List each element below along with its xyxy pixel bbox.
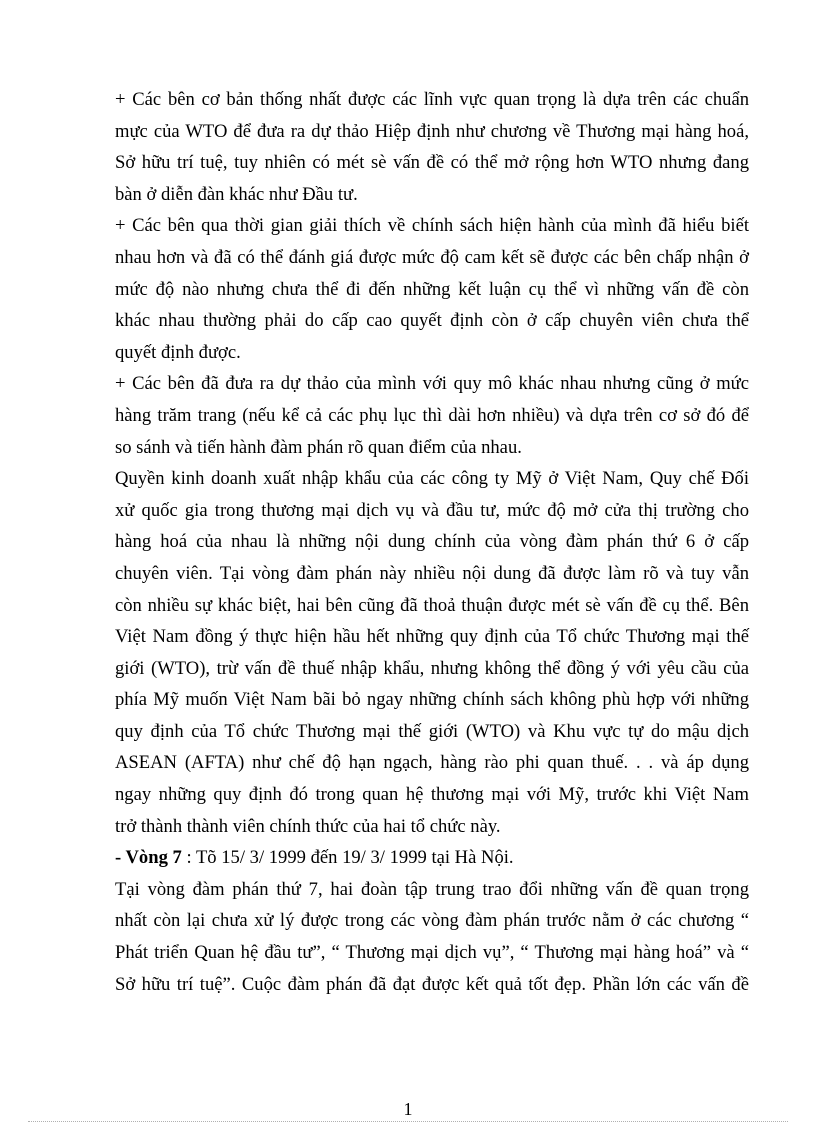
paragraph-policy-explanation — [115, 210, 749, 368]
text-line: + Các bên đã đưa ra dự thảo của mình với quy mô khác nhau nhưng cũng ở mức — [115, 373, 749, 395]
text-line: chuyên viên. Tại vòng đàm phán này nhiều nội dung đã được làm rõ và tuy vẫn — [115, 562, 749, 584]
page-number: 1 — [403, 1099, 413, 1119]
round7-dates: : Tõ 15/ 3/ 1999 đến 19/ 3/ 1999 tại Hà Nội. — [181, 847, 514, 869]
round7-heading — [115, 842, 749, 874]
paragraph-agreement-standards — [115, 84, 749, 210]
text-line: Sở hữu trí tuệ”. Cuộc đàm phán đã đạt được kết quả tốt đẹp. Phần lớn các vấn đề — [115, 973, 749, 995]
text-line: nhau hơn và đã có thể đánh giá được mức độ cam kết sẽ được các bên chấp nhận ở — [115, 246, 749, 268]
paragraph-round6-content — [115, 463, 749, 842]
document-body — [115, 84, 749, 1000]
text-line: trở thành thành viên chính thức của hai tổ chức này. — [115, 815, 501, 837]
text-line: Việt Nam đồng ý thực hiện hầu hết những quy định của Tổ chức Thương mại thế — [115, 626, 749, 648]
text-line: phía Mỹ muốn Việt Nam bãi bỏ ngay những chính sách không phù hợp với những — [115, 689, 749, 711]
text-line: mức độ nào nhưng chưa thể đi đến những kết luận cụ thể vì những vấn đề còn — [115, 278, 749, 300]
text-line: Tại vòng đàm phán thứ 7, hai đoàn tập trung trao đổi những vấn đề quan trọng — [115, 878, 749, 900]
text-line: Sở hữu trí tuệ, tuy nhiên có mét sè vấn đề có thể mở rộng hơn WTO nhưng đang — [115, 152, 749, 174]
text-line: Quyền kinh doanh xuất nhập khẩu của các công ty Mỹ ở Việt Nam, Quy chế Đối — [115, 468, 749, 490]
text-line: quy định của Tổ chức Thương mại thế giới (WTO) và Khu vực tự do mậu dịch — [115, 720, 749, 742]
text-line: giới (WTO), trừ vấn đề thuế nhập khẩu, nhưng không thể đồng ý với yêu cầu của — [115, 657, 749, 679]
paragraph-round7-content — [115, 874, 749, 1000]
text-line: khác nhau thường phải do cấp cao quyết định còn ở cấp chuyên viên chưa thể — [115, 310, 749, 332]
text-line: so sánh và tiến hành đàm phán rõ quan điểm của nhau. — [115, 436, 522, 458]
text-line: Phát triển Quan hệ đầu tư”, “ Thương mại dịch vụ”, “ Thương mại hàng hoá” và “ — [115, 942, 749, 964]
text-line: bàn ở diễn đàn khác như Đầu tư. — [115, 183, 358, 205]
text-line: hàng hoá của nhau là những nội dung chính của vòng đàm phán thứ 6 ở cấp — [115, 531, 749, 553]
text-line: còn nhiều sự khác biệt, hai bên cũng đã thoả thuận được mét sè vấn đề cụ thể. Bên — [115, 594, 749, 616]
text-line: + Các bên cơ bản thống nhất được các lĩnh vực quan trọng là dựa trên các chuẩn — [115, 89, 749, 110]
text-line: ngay những quy định đó trong quan hệ thương mại với Mỹ, trước khi Việt Nam — [115, 784, 749, 806]
text-line: hàng trăm trang (nếu kể cả các phụ lục thì dài hơn nhiều) và dựa trên cơ sở đó để — [115, 404, 749, 426]
paragraph-draft-proposals — [115, 368, 749, 463]
text-line: ASEAN (AFTA) như chế độ hạn ngạch, hàng rào phi quan thuế. . . và áp dụng — [115, 752, 749, 774]
text-line: quyết định được. — [115, 341, 241, 363]
footer-divider — [28, 1121, 788, 1122]
text-line: nhất còn lại chưa xử lý được trong các vòng đàm phán trước nằm ở các chương “ — [115, 910, 749, 932]
text-line: + Các bên qua thời gian giải thích về chính sách hiện hành của mình đã hiểu biết — [115, 215, 749, 237]
text-line: xử quốc gia trong thương mại dịch vụ và đầu tư, mức độ mở cửa thị trường cho — [115, 499, 749, 521]
round7-label: - Vòng 7 — [115, 847, 182, 869]
text-line: mực của WTO để đưa ra dự thảo Hiệp định như chương về Thương mại hàng hoá, — [115, 120, 749, 142]
